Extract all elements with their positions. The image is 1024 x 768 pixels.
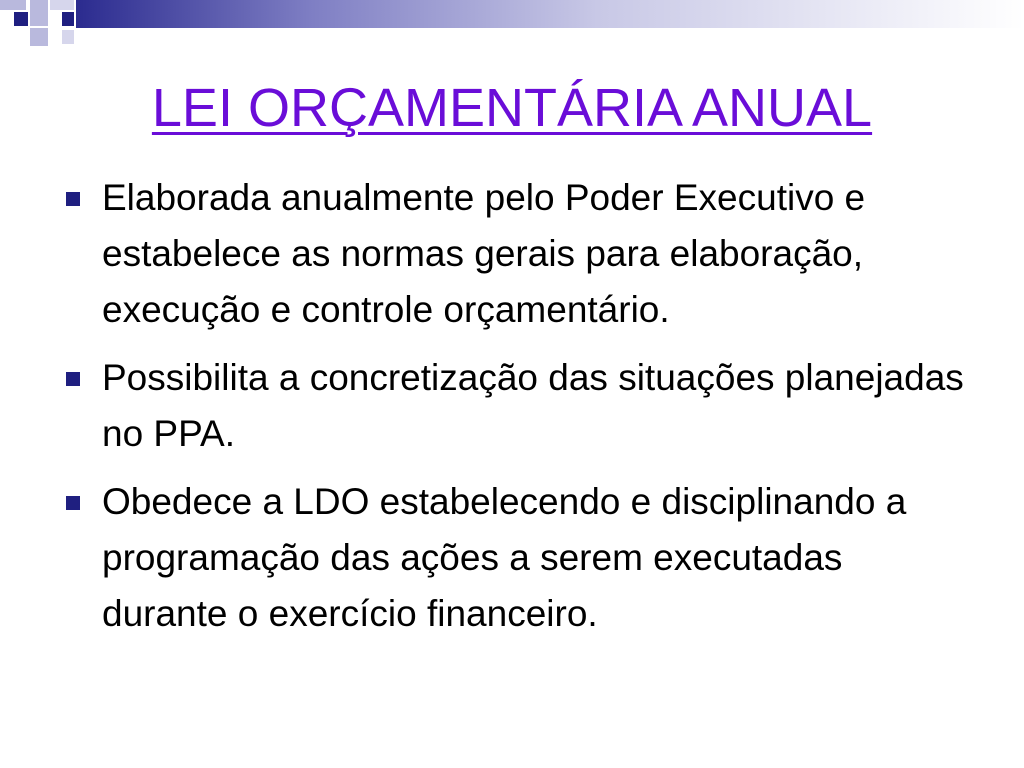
decorative-square — [62, 30, 74, 44]
bullet-item — [64, 474, 964, 642]
bullet-text: Obedece a LDO estabelecendo e disciplinando a programação das ações a serem executadas durante o exercício financeiro. — [102, 481, 907, 634]
bullet-text: Possibilita a concretização das situações planejadas no PPA. — [102, 357, 964, 454]
decorative-square — [30, 28, 48, 46]
bullet-text: Elaborada anualmente pelo Poder Executivo e estabelece as normas gerais para elaboração, execução e controle orçamentário. — [102, 177, 866, 330]
square-bullet-icon — [66, 496, 80, 510]
bullet-item — [64, 170, 964, 338]
decorative-square — [0, 28, 26, 46]
decorative-square — [14, 12, 28, 26]
bullet-list — [64, 170, 964, 654]
decorative-square — [0, 0, 26, 10]
bullet-item — [64, 350, 964, 462]
decorative-square — [50, 0, 74, 10]
slide-title: LEI ORÇAMENTÁRIA ANUAL — [151, 78, 873, 138]
decorative-square — [62, 12, 74, 26]
square-bullet-icon — [66, 192, 80, 206]
square-bullet-icon — [66, 372, 80, 386]
decorative-square — [30, 0, 48, 26]
header-gradient-bar — [76, 0, 1024, 28]
